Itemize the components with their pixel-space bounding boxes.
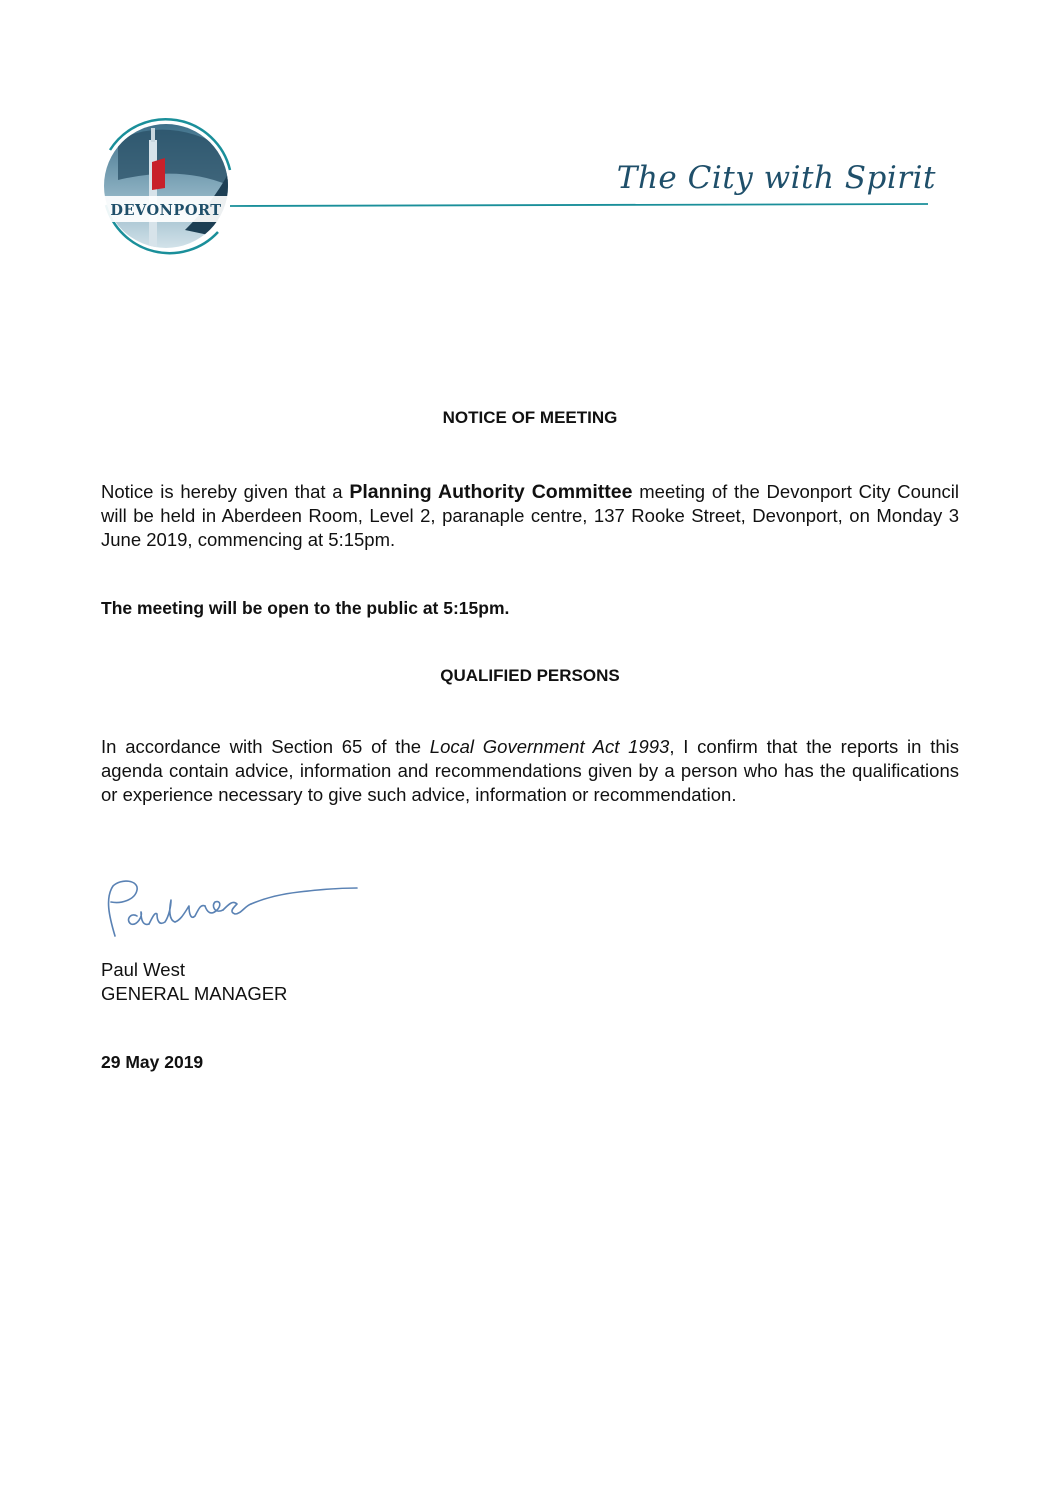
notice-paragraph [101,480,959,552]
tagline: The City with Spirit [616,160,936,196]
header-rule [230,204,928,206]
qualified-heading: QUALIFIED PERSONS [440,666,620,685]
qualified-para-suffix: , I confirm that the reports in this agenda contain advice, information and recommendations given by a person who has the qualifications or experience necessary to give such advice, information or recommendation. [101,736,959,805]
qualified-para-prefix: In accordance with Section 65 of the [101,736,430,757]
public-line: The meeting will be open to the public at 5:15pm. [101,598,510,618]
devonport-logo [0,0,1059,280]
logo-flag [152,158,165,190]
document-date: 29 May 2019 [101,1052,204,1072]
notice-heading: NOTICE OF MEETING [442,408,618,427]
signatory-name: Paul West [101,959,185,980]
signature [95,876,385,946]
letterhead [0,0,1059,280]
committee-name: Planning Authority Committee [349,481,633,503]
notice-para-prefix: Notice is hereby given that a [101,481,350,502]
qualified-paragraph [101,735,959,807]
notice-para-suffix: meeting of the Devonport City Council will be held in Aberdeen Room, Level 2, paranaple centre, 137 Rooke Street, Devonport, on Monday 3 June 2019, commencing at 5:15pm. [101,481,959,550]
signatory-title: GENERAL MANAGER [101,983,288,1004]
logo-text: DEVONPORT [110,202,222,219]
act-name: Local Government Act 1993 [429,736,670,757]
